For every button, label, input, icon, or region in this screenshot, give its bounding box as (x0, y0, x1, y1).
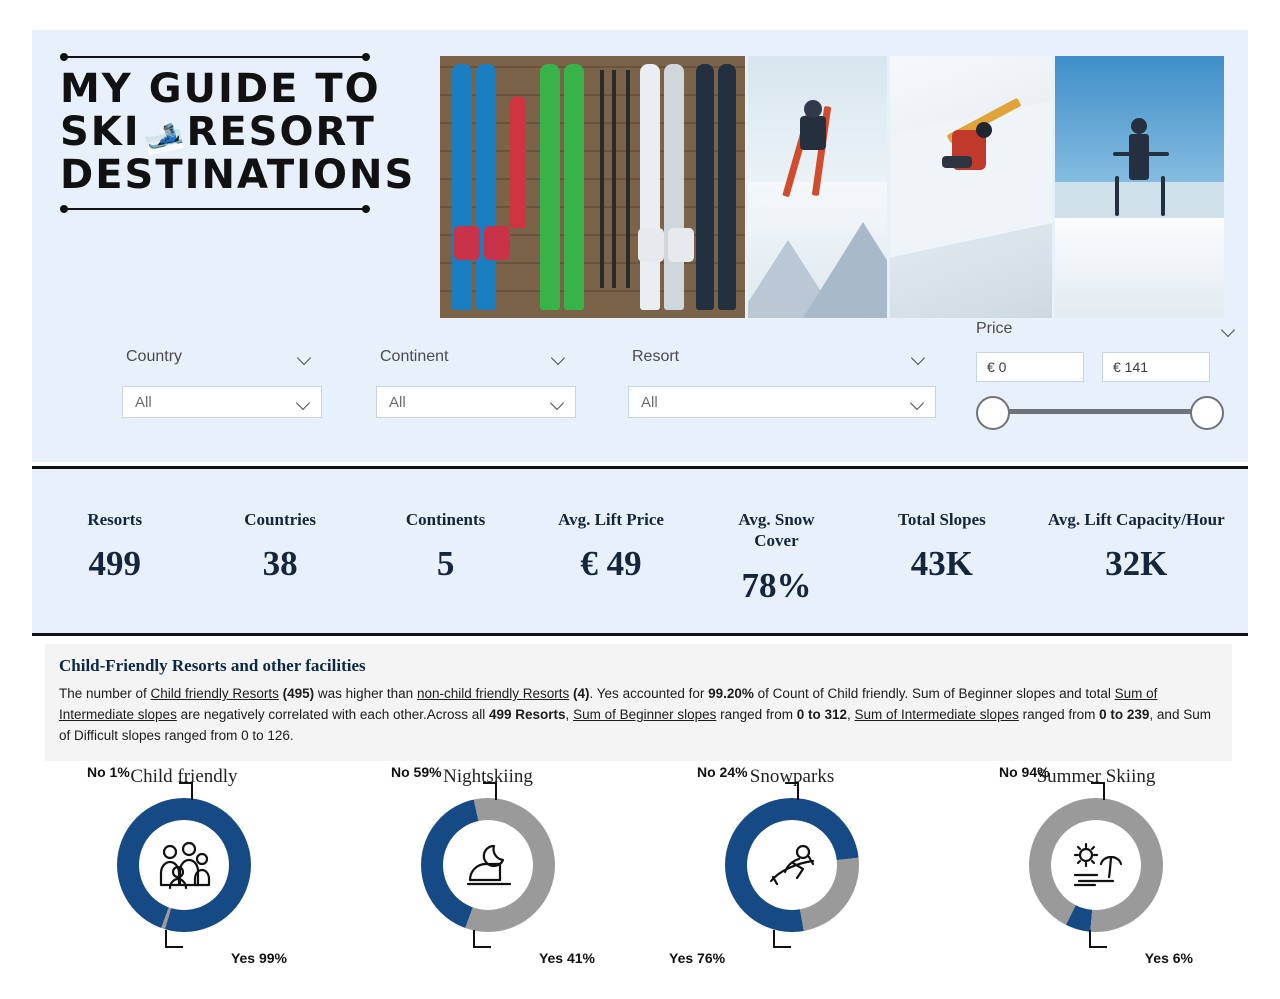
donut-nightskiing (336, 766, 640, 996)
kpi-label: Avg. Snow Cover (738, 510, 815, 551)
narrative-text-fragment: of Count of Child friendly. Sum of Beginner slopes and total (753, 686, 1115, 701)
donut-label-no: No 59% (391, 764, 442, 780)
filter-continent[interactable] (376, 340, 576, 418)
filter-continent-label: Continent (380, 348, 449, 365)
leader-line (785, 782, 799, 800)
leader-line (483, 782, 497, 800)
kpi-avg-lift-capacity (1025, 469, 1248, 584)
kpi-value: 32K (1105, 544, 1168, 584)
title-line-2 (60, 109, 390, 158)
kpi-resorts (32, 469, 197, 584)
narrative-text-fragment: ranged from (1018, 706, 1100, 722)
narrative-text-fragment: , and Sum of Difficult slopes ranged from 0 to 126. (59, 706, 1211, 743)
slider-track[interactable] (992, 409, 1208, 414)
page-title (60, 66, 416, 199)
kpi-value: 43K (910, 544, 974, 584)
narrative-text-fragment: are negatively correlated with each other.Across all (176, 706, 489, 722)
narrative-text-fragment: 0 to 239 (1099, 706, 1150, 722)
header-band (32, 30, 1248, 462)
summer-sun-palm-icon (1051, 820, 1141, 910)
filter-continent-header[interactable] (376, 340, 576, 374)
narrative-text-fragment: (4) (573, 686, 590, 701)
kpi-label: Avg. Lift Price (558, 510, 664, 529)
narrative-text-fragment: , (846, 706, 855, 722)
kpi-continents (363, 469, 528, 584)
leader-line (473, 930, 491, 948)
narrative-text-fragment: 499 Resorts (489, 706, 566, 722)
narrative-text-fragment: ranged from (716, 706, 797, 722)
family-icon (139, 820, 229, 910)
price-input-group (976, 352, 1244, 382)
filter-continent-select[interactable] (376, 386, 576, 418)
filter-resort[interactable] (628, 340, 936, 418)
filter-resort-select[interactable] (628, 386, 936, 418)
title-word-resort: RESORT (186, 109, 376, 156)
narrative-text-fragment: 0 to 312 (796, 706, 847, 722)
chevron-down-icon[interactable] (551, 398, 565, 406)
filter-resort-value: All (641, 393, 658, 411)
title-rule-top (60, 52, 370, 62)
leader-line (1091, 782, 1105, 800)
kpi-countries (197, 469, 362, 584)
kpi-value: € 49 (580, 544, 642, 584)
donut-chart-row (32, 766, 1248, 996)
narrative-text-fragment[interactable]: Sum of Intermediate slopes (854, 706, 1019, 722)
title-rule-bottom (60, 204, 370, 214)
chevron-down-icon[interactable] (552, 353, 566, 361)
photo-skier-blue-sky (1055, 56, 1224, 318)
kpi-list (32, 469, 1248, 633)
leader-line (1089, 930, 1107, 948)
slider-handle-min[interactable] (976, 396, 1010, 430)
narrative-text-fragment[interactable]: non-child friendly Resorts (416, 686, 570, 701)
title-line-3: DESTINATIONS (60, 152, 416, 199)
filter-country-label: Country (126, 348, 183, 365)
leader-line (773, 930, 791, 948)
filter-price[interactable] (976, 316, 1244, 428)
kpi-value: 38 (262, 544, 298, 584)
narrative-panel (45, 644, 1232, 761)
photo-skis-on-wood (440, 56, 745, 318)
donut-label-no: No 94% (999, 764, 1050, 780)
kpi-label: Avg. Lift Capacity/Hour (1047, 510, 1225, 529)
donut-label-yes: Yes 76% (669, 950, 726, 966)
filter-price-label: Price (976, 320, 1013, 337)
title-word-ski: SKI (60, 109, 141, 156)
donut-title: Summer Skiing (1036, 766, 1156, 787)
donut-title: Nightskiing (443, 766, 533, 787)
filter-country-header[interactable] (122, 340, 322, 374)
price-min-input[interactable]: € 0 (976, 352, 1084, 382)
filter-continent-value: All (389, 393, 406, 411)
kpi-total-slopes (859, 469, 1024, 584)
hero-photo-strip (440, 56, 1224, 318)
narrative-text-fragment[interactable]: Child friendly Resorts (150, 686, 279, 701)
filter-country-select[interactable] (122, 386, 322, 418)
leader-line (165, 930, 183, 948)
kpi-value: 78% (741, 565, 812, 605)
night-moon-icon (443, 820, 533, 910)
donut-summer-skiing (944, 766, 1248, 996)
kpi-label: Resorts (87, 510, 143, 529)
donut-label-no: No 1% (87, 764, 130, 780)
narrative-text-fragment: was higher than (314, 686, 417, 701)
kpi-label: Continents (405, 510, 486, 529)
title-line-1: MY GUIDE TO (60, 66, 381, 112)
filter-country-value: All (135, 393, 152, 411)
filter-price-header[interactable] (976, 316, 1244, 342)
ski-icon: 🎿 (139, 111, 188, 158)
narrative-text-fragment: . Yes accounted for (589, 686, 709, 701)
kpi-avg-lift-price (528, 469, 693, 584)
title-block (60, 52, 420, 307)
donut-label-yes: Yes 41% (538, 950, 595, 966)
price-range-slider[interactable] (976, 396, 1224, 428)
narrative-text-fragment: 99.20% (708, 686, 754, 701)
leader-line (179, 782, 193, 800)
kpi-value: 5 (436, 544, 455, 584)
donut-label-yes: Yes 6% (1144, 950, 1193, 966)
chevron-down-icon[interactable] (1222, 325, 1236, 333)
chevron-down-icon[interactable] (911, 398, 925, 406)
snowboarder-icon (747, 820, 837, 910)
narrative-text-fragment: The number of (59, 686, 151, 701)
chevron-down-icon[interactable] (298, 353, 312, 361)
kpi-label: Countries (244, 510, 317, 529)
narrative-text-fragment: (495) (282, 686, 315, 701)
donut-label-no: No 24% (697, 764, 748, 780)
chevron-down-icon[interactable] (297, 398, 311, 406)
filter-resort-header[interactable] (628, 340, 936, 374)
kpi-label: Total Slopes (898, 510, 986, 529)
narrative-body (59, 684, 1218, 747)
photo-ski-jumper (748, 56, 887, 318)
narrative-text-fragment: , (565, 706, 574, 722)
filter-resort-label: Resort (632, 348, 680, 365)
donut-title: Child friendly (130, 766, 238, 787)
donut-label-yes: Yes 99% (230, 950, 287, 966)
donut-snowparks (640, 766, 944, 996)
donut-title: Snowparks (749, 766, 835, 787)
filter-country[interactable] (122, 340, 322, 418)
filter-bar (60, 316, 1225, 446)
kpi-value: 499 (88, 544, 141, 584)
chevron-down-icon[interactable] (912, 353, 926, 361)
kpi-avg-snow-cover (694, 469, 859, 606)
narrative-text-fragment[interactable]: Sum of Intermediate slopes (59, 686, 1158, 722)
slider-handle-max[interactable] (1190, 396, 1224, 430)
kpi-band (32, 466, 1248, 636)
narrative-heading: Child-Friendly Resorts and other facilities (59, 656, 366, 675)
photo-snowboarder-powder (890, 56, 1051, 318)
narrative-text-fragment[interactable]: Sum of Beginner slopes (573, 706, 717, 722)
donut-child-friendly (32, 766, 336, 996)
price-max-input[interactable]: € 141 (1102, 352, 1210, 382)
